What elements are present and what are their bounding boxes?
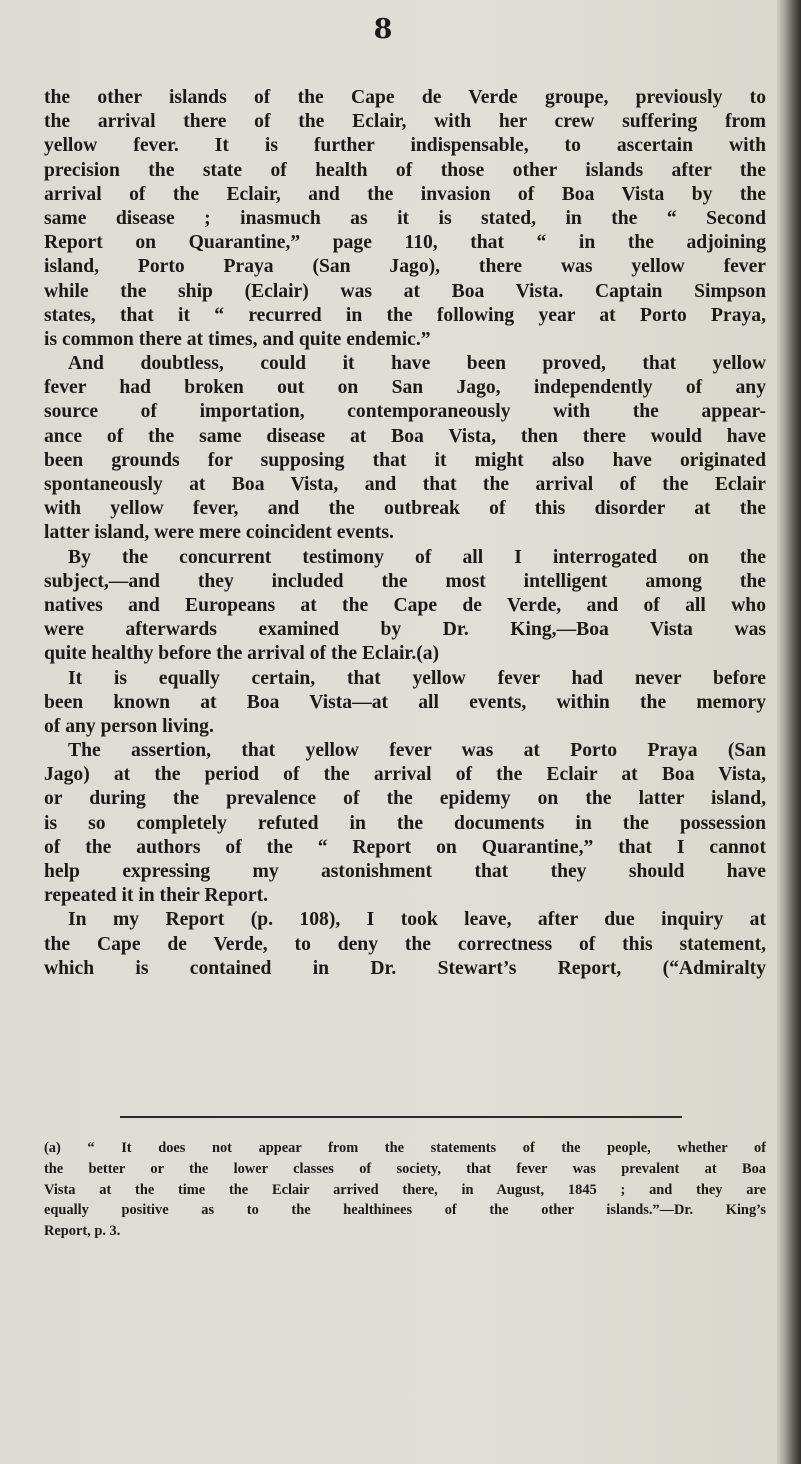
text-line: spontaneously at Boa Vista, and that the arrival of the Eclair — [44, 474, 766, 495]
text-line: Jago) at the period of the arrival of the Eclair at Boa Vista, — [44, 764, 766, 786]
text-line: same disease ; inasmuch as it is stated, in the “ Second — [44, 207, 766, 229]
text-line: latter island, were mere coincident events. — [44, 522, 394, 544]
text-line: been known at Boa Vista—at all events, within the memory — [44, 691, 766, 713]
body-text — [44, 86, 766, 981]
text-line: precision the state of health of those other islands after the — [44, 159, 766, 181]
text-line: is common there at times, and quite endemic.” — [44, 328, 431, 350]
text-line: the Cape de Verde, to deny the correctness of this statement, — [44, 933, 766, 955]
text-line: of any person living. — [44, 715, 214, 737]
footnote — [44, 1138, 766, 1242]
footnote-line: equally positive as to the healthinees of the other islands.”—Dr. King’s — [44, 1202, 766, 1219]
text-line: the other islands of the Cape de Verde groupe, previously to — [44, 87, 766, 108]
text-line: The assertion, that yellow fever was at Porto Praya (San — [68, 740, 766, 762]
text-line: It is equally certain, that yellow fever had never before — [68, 667, 766, 689]
text-line: help expressing my astonishment that they should have — [44, 861, 766, 882]
text-line: natives and Europeans at the Cape de Verde, and of all who — [44, 594, 766, 616]
text-line: been grounds for supposing that it might also have originated — [44, 449, 766, 471]
text-line: yellow fever. It is further indispensable, to ascertain with — [44, 135, 766, 157]
text-line: island, Porto Praya (San Jago), there was yellow fever — [44, 256, 766, 278]
text-line: or during the prevalence of the epidemy on the latter island, — [44, 788, 766, 810]
text-line: subject,—and they included the most intelligent among the — [44, 570, 766, 592]
text-line: with yellow fever, and the outbreak of this disorder at the — [44, 498, 766, 520]
text-line: source of importation, contemporaneously with the appear- — [44, 401, 766, 423]
footnote-line: Vista at the time the Eclair arrived there, in August, 1845 ; and they are — [44, 1181, 766, 1198]
text-line: were afterwards examined by Dr. King,—Boa Vista was — [44, 619, 766, 641]
footnote-line: (a) “ It does not appear from the statements of the people, whether of — [44, 1140, 766, 1156]
text-line: And doubtless, could it have been proved, that yellow — [68, 353, 766, 375]
page-edge-shadow — [777, 0, 801, 1464]
page-number: 8 — [373, 14, 393, 45]
text-line: while the ship (Eclair) was at Boa Vista. Captain Simpson — [44, 280, 766, 302]
text-line: is so completely refuted in the documents in the possession — [44, 812, 766, 834]
text-line: repeated it in their Report. — [44, 885, 269, 907]
text-line: Report on Quarantine,” page 110, that “ in the adjoining — [44, 232, 766, 254]
text-line: fever had broken out on San Jago, independently of any — [44, 377, 766, 399]
text-line: By the concurrent testimony of all I interrogated on the — [68, 546, 766, 568]
text-line: In my Report (p. 108), I took leave, after due inquiry at — [68, 909, 766, 931]
footnote-divider — [120, 1116, 682, 1118]
text-line: states, that it “ recurred in the following year at Porto Praya, — [44, 304, 766, 326]
footnote-line: the better or the lower classes of society, that fever was prevalent at Boa — [44, 1160, 766, 1177]
text-line: of the authors of the “ Report on Quarantine,” that I cannot — [44, 836, 766, 858]
text-line: the arrival there of the Eclair, with her crew suffering from — [44, 111, 766, 133]
text-line: which is contained in Dr. Stewart’s Report, (“Admiralty — [44, 957, 766, 979]
text-line: quite healthy before the arrival of the Eclair.(a) — [44, 643, 440, 665]
footnote-line: Report, p. 3. — [44, 1223, 121, 1240]
text-line: ance of the same disease at Boa Vista, then there would have — [44, 425, 766, 447]
text-line: arrival of the Eclair, and the invasion of Boa Vista by the — [44, 183, 766, 205]
